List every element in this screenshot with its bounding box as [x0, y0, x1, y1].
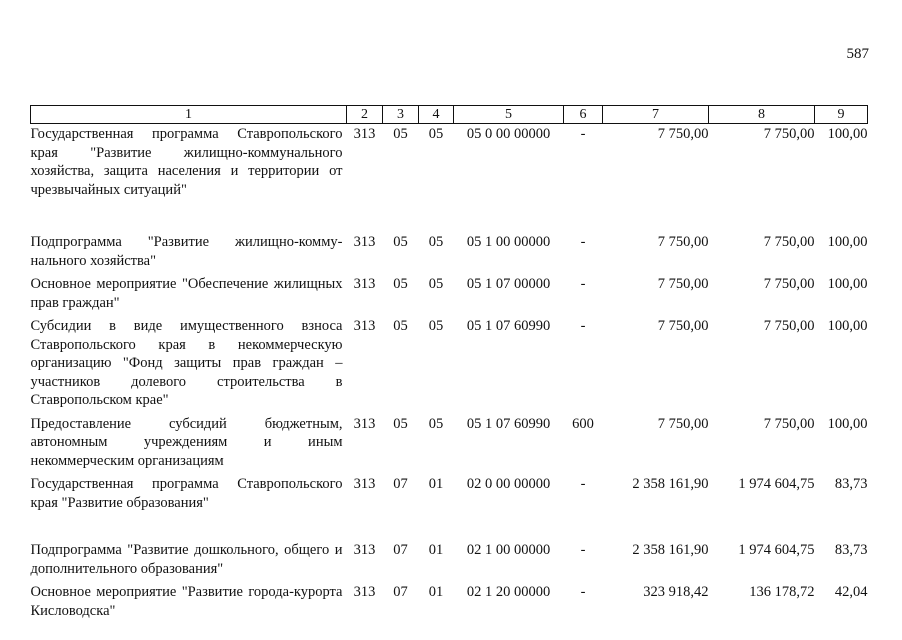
row-name: Государственная программа Ставропольского края "Развитие образования"	[30, 476, 343, 511]
cell-ministry: 313	[353, 476, 376, 492]
cell-expense-type: 600	[572, 415, 594, 432]
cell-ministry: 313	[353, 234, 376, 250]
cell-col7-amount: 7 750,00	[657, 276, 709, 292]
cell-subsection: 01	[428, 476, 444, 492]
cell-expense-type: -	[580, 542, 586, 558]
col-header-5: 5	[454, 106, 564, 124]
cell-target-article: 05 1 07 00000	[466, 276, 551, 292]
cell-col8-amount: 7 750,00	[763, 234, 815, 250]
cell-percent: 100,00	[827, 415, 868, 432]
cell-percent: 83,73	[834, 542, 868, 558]
cell-target-article: 05 0 00 00000	[466, 126, 551, 142]
cell-expense-type: -	[580, 584, 586, 600]
cell-section: 07	[393, 542, 408, 558]
cell-subsection: 01	[428, 584, 444, 600]
table-row	[31, 474, 868, 540]
budget-table	[30, 105, 868, 620]
cell-section: 07	[393, 584, 408, 600]
cell-col8-amount: 136 178,72	[749, 584, 815, 600]
cell-percent: 100,00	[827, 276, 868, 292]
cell-target-article: 05 1 00 00000	[466, 234, 551, 250]
cell-section: 05	[393, 234, 408, 250]
row-name: Подпрограмма "Развитие жилищно-комму-нального хозяйства"	[30, 234, 343, 269]
col-header-4: 4	[419, 106, 454, 124]
cell-section: 07	[393, 476, 408, 492]
cell-subsection: 05	[428, 234, 444, 250]
col-header-8: 8	[709, 106, 815, 124]
col-header-3: 3	[383, 106, 419, 124]
row-name: Основное мероприятие "Обеспечение жилищных прав граждан"	[30, 276, 343, 311]
cell-col8-amount: 7 750,00	[763, 126, 815, 142]
cell-col7-amount: 2 358 161,90	[632, 476, 709, 492]
cell-percent: 83,73	[834, 476, 868, 492]
table-row	[31, 540, 868, 582]
cell-col8-amount: 7 750,00	[763, 276, 815, 292]
cell-expense-type: -	[580, 318, 586, 334]
cell-subsection: 01	[428, 542, 444, 558]
table-row	[31, 316, 868, 414]
table-row	[31, 124, 868, 233]
cell-col8-amount: 1 974 604,75	[738, 476, 815, 492]
cell-col8-amount: 1 974 604,75	[738, 542, 815, 558]
cell-subsection: 05	[428, 126, 444, 142]
cell-section: 05	[393, 415, 408, 432]
cell-col7-amount: 7 750,00	[657, 234, 709, 250]
table-row	[31, 582, 868, 620]
cell-col8-amount: 7 750,00	[763, 318, 815, 334]
header-row	[31, 106, 868, 124]
col-header-9: 9	[815, 106, 868, 124]
col-header-7: 7	[603, 106, 709, 124]
cell-target-article: 02 1 00 00000	[466, 542, 551, 558]
row-name: Подпрограмма "Развитие дошкольного, общего и дополнительного образования"	[30, 542, 343, 577]
cell-ministry: 313	[353, 276, 376, 292]
row-name: Предоставление субсидий бюджетным, автономным учреждениям и иным некоммерческим организациям	[30, 415, 343, 469]
cell-col7-amount: 7 750,00	[657, 415, 709, 432]
cell-expense-type: -	[580, 476, 586, 492]
cell-ministry: 313	[353, 126, 376, 142]
cell-percent: 100,00	[827, 126, 868, 142]
cell-percent: 100,00	[827, 318, 868, 334]
cell-col7-amount: 2 358 161,90	[632, 542, 709, 558]
cell-percent: 100,00	[827, 234, 868, 250]
row-name: Основное мероприятие "Развитие города-курорта Кисловодска"	[30, 584, 343, 619]
col-header-6: 6	[564, 106, 603, 124]
cell-expense-type: -	[580, 276, 586, 292]
cell-ministry: 313	[353, 542, 376, 558]
page-number: 587	[846, 46, 869, 62]
cell-subsection: 05	[428, 318, 444, 334]
row-name: Субсидии в виде имущественного взноса Ставропольского края в некоммерческую организацию "Фонд защиты прав граждан – участников долевого строительства в Ставропольском крае"	[30, 318, 343, 408]
cell-subsection: 05	[428, 415, 444, 432]
cell-section: 05	[393, 276, 408, 292]
table-row	[31, 232, 868, 274]
cell-section: 05	[393, 126, 408, 142]
cell-ministry: 313	[353, 415, 376, 432]
cell-subsection: 05	[428, 276, 444, 292]
cell-col7-amount: 7 750,00	[657, 126, 709, 142]
cell-col8-amount: 7 750,00	[763, 415, 815, 432]
cell-ministry: 313	[353, 584, 376, 600]
row-name: Государственная программа Ставропольского края "Развитие жилищно-коммунального хозяйства, защита населения и территории от чрезвычайных ситуаций"	[30, 126, 343, 198]
cell-expense-type: -	[580, 234, 586, 250]
cell-section: 05	[393, 318, 408, 334]
col-header-1: 1	[31, 106, 347, 124]
table-row	[31, 274, 868, 316]
cell-col7-amount: 7 750,00	[657, 318, 709, 334]
cell-target-article: 05 1 07 60990	[466, 318, 551, 334]
cell-percent: 42,04	[834, 584, 868, 600]
cell-target-article: 02 1 20 00000	[466, 584, 551, 600]
col-header-2: 2	[347, 106, 383, 124]
table-row	[31, 414, 868, 475]
cell-ministry: 313	[353, 318, 376, 334]
cell-target-article: 05 1 07 60990	[466, 415, 551, 432]
cell-col7-amount: 323 918,42	[643, 584, 709, 600]
cell-expense-type: -	[580, 126, 586, 142]
cell-target-article: 02 0 00 00000	[466, 476, 551, 492]
